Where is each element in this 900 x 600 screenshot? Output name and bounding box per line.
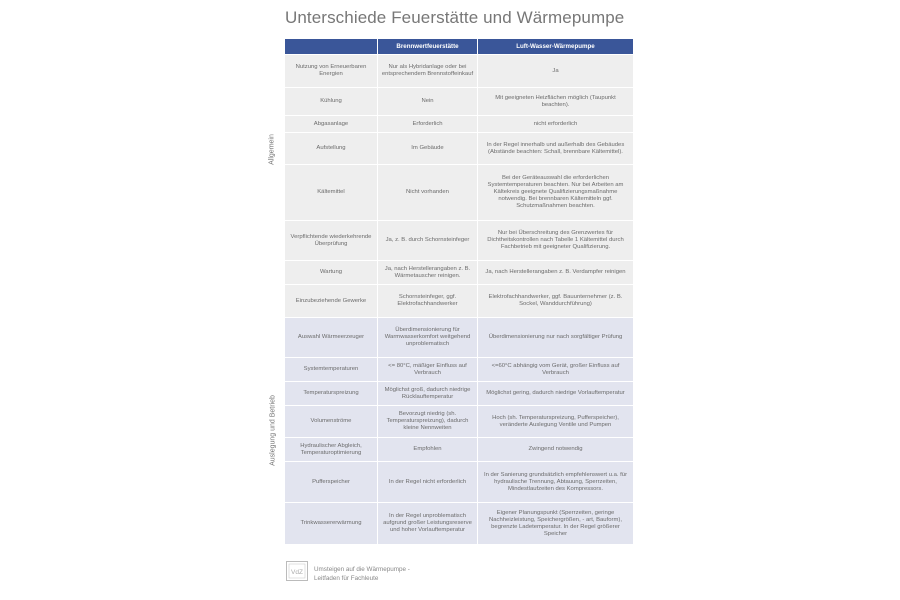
waermepumpe-cell: In der Regel innerhalb und außerhalb des Gebäudes (Abstände beachten: Schall, brennbare Kältemittel). <box>478 133 634 165</box>
table-row <box>285 503 634 545</box>
vdz-logo-text: VdZ <box>291 569 303 576</box>
waermepumpe-cell: Ja <box>478 55 634 88</box>
header-waermepumpe: Luft-Wasser-Wärmepumpe <box>478 39 634 55</box>
table-row <box>285 261 634 285</box>
row-label: Kühlung <box>285 88 378 116</box>
footer-line-2: Leitfaden für Fachleute <box>314 575 379 582</box>
brennwert-cell: Möglichst groß, dadurch niedrige Rücklauftemperatur <box>378 382 478 406</box>
row-label: Verpflichtende wiederkehrende Überprüfung <box>285 221 378 261</box>
brennwert-cell: Ja, z. B. durch Schornsteinfeger <box>378 221 478 261</box>
row-label: Temperaturspreizung <box>285 382 378 406</box>
brennwert-cell: <= 80°C, mäßiger Einfluss auf Verbrauch <box>378 358 478 382</box>
waermepumpe-cell: Zwingend notwendig <box>478 438 634 462</box>
waermepumpe-cell: Hoch (sh. Temperaturspreizung, Pufferspeicher), veränderte Auslegung Ventile und Pumpen <box>478 406 634 438</box>
group-label-auslegung: Auslegung und Betrieb <box>269 395 277 466</box>
table-row <box>285 133 634 165</box>
row-label: Hydraulischer Abgleich, Temperaturoptimierung <box>285 438 378 462</box>
row-label: Abgasanlage <box>285 116 378 133</box>
waermepumpe-cell: <=60°C abhängig vom Gerät, großer Einfluss auf Verbrauch <box>478 358 634 382</box>
table-row <box>285 382 634 406</box>
row-label: Systemtemperaturen <box>285 358 378 382</box>
waermepumpe-cell: Überdimensionierung nur nach sorgfältiger Prüfung <box>478 318 634 358</box>
table-row <box>285 55 634 88</box>
brennwert-cell: Nur als Hybridanlage oder bei entsprechendem Brennstoffeinkauf <box>378 55 478 88</box>
row-label: Kältemittel <box>285 165 378 221</box>
table-row <box>285 116 634 133</box>
row-label: Aufstellung <box>285 133 378 165</box>
brennwert-cell: In der Regel unproblematisch aufgrund großer Leistungsreserve und hoher Vorlauftemperatur <box>378 503 478 545</box>
brennwert-cell: Erforderlich <box>378 116 478 133</box>
table-header-row <box>285 39 634 55</box>
footer-line-1: Umsteigen auf die Wärmepumpe - <box>314 566 410 573</box>
brennwert-cell: Nicht vorhanden <box>378 165 478 221</box>
table-row <box>285 406 634 438</box>
waermepumpe-cell: nicht erforderlich <box>478 116 634 133</box>
table-row <box>285 358 634 382</box>
table-row <box>285 165 634 221</box>
header-brennwert: Brennwertfeuerstätte <box>378 39 478 55</box>
brennwert-cell: Nein <box>378 88 478 116</box>
brennwert-cell: Schornsteinfeger, ggf. Elektrofachhandwerker <box>378 285 478 318</box>
row-label: Pufferspeicher <box>285 462 378 503</box>
comparison-table <box>284 38 634 545</box>
header-empty <box>285 39 378 55</box>
table-row <box>285 462 634 503</box>
table-row <box>285 318 634 358</box>
waermepumpe-cell: Elektrofachhandwerker, ggf. Bauunternehmer (z. B. Sockel, Wanddurchführung) <box>478 285 634 318</box>
waermepumpe-cell: Eigener Planungspunkt (Sperrzeiten, geringe Nachheizleistung, Speichergrößen, - art, Bauform), begrenzte Ladetemperatur. In der Regel größerer Speicher <box>478 503 634 545</box>
waermepumpe-cell: In der Sanierung grundsätzlich empfehlenswert u.a. für hydraulische Trennung, Abtauung, Sperrzeiten, Mindestlaufzeiten des Kompressors. <box>478 462 634 503</box>
row-label: Nutzung von Erneuerbaren Energien <box>285 55 378 88</box>
row-label: Einzubeziehende Gewerke <box>285 285 378 318</box>
brennwert-cell: In der Regel nicht erforderlich <box>378 462 478 503</box>
table-row <box>285 88 634 116</box>
table-row <box>285 221 634 261</box>
brennwert-cell: Ja, nach Herstellerangaben z. B. Wärmetauscher reinigen. <box>378 261 478 285</box>
waermepumpe-cell: Bei der Geräteauswahl die erforderlichen Systemtemperaturen beachten. Nur bei Arbeiten am Kältekreis geeignete Qualifizierungsmaßnahme notwendig. Bei brennbaren Kältemitteln ggf. Schutzmaßnahmen beachten. <box>478 165 634 221</box>
table-row <box>285 438 634 462</box>
row-label: Auswahl Wärmeerzeuger <box>285 318 378 358</box>
waermepumpe-cell: Ja, nach Herstellerangaben z. B. Verdampfer reinigen <box>478 261 634 285</box>
brennwert-cell: Im Gebäude <box>378 133 478 165</box>
row-label: Wartung <box>285 261 378 285</box>
vdz-logo <box>286 561 308 581</box>
table-row <box>285 285 634 318</box>
vdz-logo-icon <box>286 561 308 581</box>
page-title: Unterschiede Feuerstätte und Wärmepumpe <box>285 8 625 27</box>
row-label: Trinkwassererwärmung <box>285 503 378 545</box>
footer-caption <box>314 565 410 583</box>
brennwert-cell: Überdimensionierung für Warmwasserkomfort weitgehend unproblematisch <box>378 318 478 358</box>
group-label-allgemein: Allgemein <box>268 134 276 165</box>
waermepumpe-cell: Mit geeigneten Heizflächen möglich (Taupunkt beachten). <box>478 88 634 116</box>
brennwert-cell: Bevorzugt niedrig (sh. Temperaturspreizung), dadurch kleine Nennweiten <box>378 406 478 438</box>
waermepumpe-cell: Nur bei Überschreitung des Grenzwertes für Dichtheitskontrollen nach Tabelle 1 Kältemittel durch Fachbetrieb mit geeigneter Qualifizierung. <box>478 221 634 261</box>
brennwert-cell: Empfohlen <box>378 438 478 462</box>
row-label: Volumenströme <box>285 406 378 438</box>
waermepumpe-cell: Möglichst gering, dadurch niedrige Vorlauftemperatur <box>478 382 634 406</box>
